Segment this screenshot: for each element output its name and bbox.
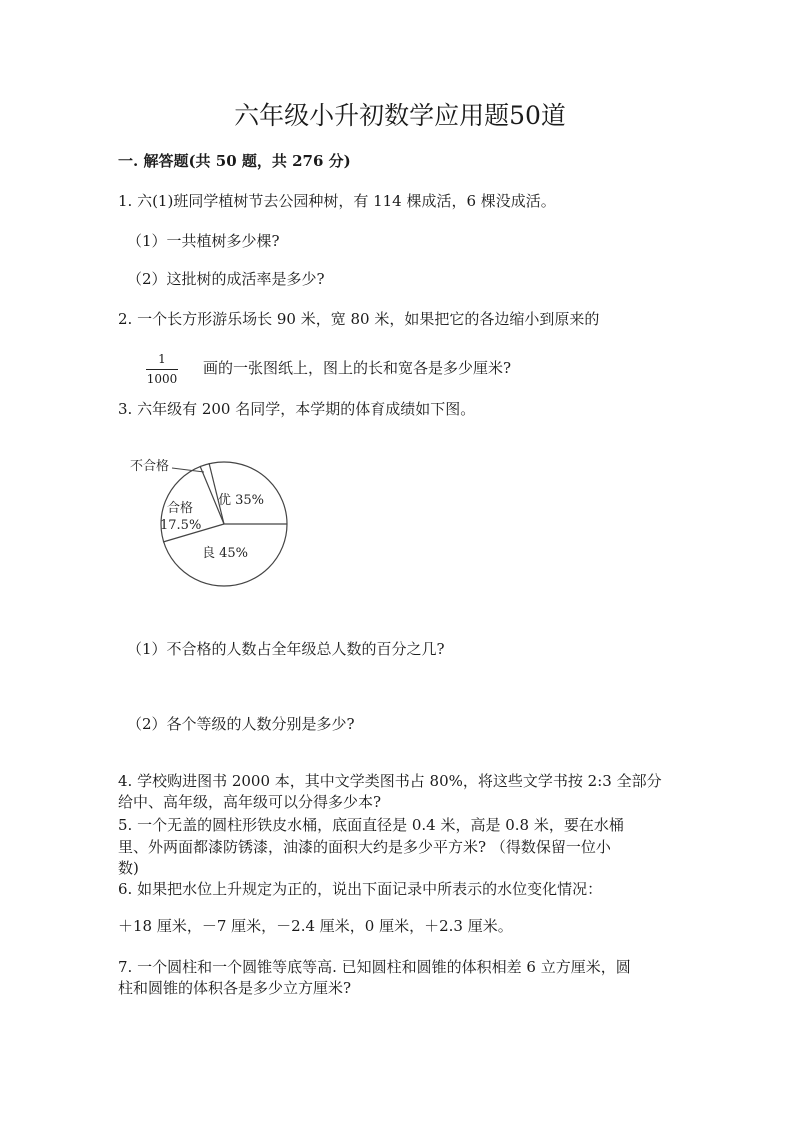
section-heading: 一. 解答题(共 50 题，共 276 分) [118,152,351,170]
question-2-line-1: 2. 一个长方形游乐场长 90 米，宽 80 米，如果把它的各边缩小到原来的 [118,310,600,328]
question-3-part-1: （1）不合格的人数占全年级总人数的百分之几? [127,640,445,658]
question-5-line-2: 里、外两面都漆防锈漆，油漆的面积大约是多少平方米? （得数保留一位小 [118,838,611,856]
fraction-bar [146,369,178,370]
page-title: 六年级小升初数学应用题50道 [234,101,566,130]
fraction [146,352,178,386]
question-3-part-2: （2）各个等级的人数分别是多少? [127,715,355,733]
label-excellent: 优 35% [218,493,265,508]
question-5-line-3: 数) [118,859,139,877]
question-4-line-2: 给中、高年级，高年级可以分得多少本? [118,793,382,811]
question-1-part-2: （2）这批树的成活率是多少? [127,270,325,288]
question-3: 3. 六年级有 200 名同学，本学期的体育成绩如下图。 [118,400,476,418]
fail-label-leader [172,468,204,472]
question-6-line-2: ＋18 厘米，－7 厘米，－2.4 厘米，0 厘米，＋2.3 厘米。 [118,917,513,935]
question-4-line-1: 4. 学校购进图书 2000 本，其中文学类图书占 80%，将这些文学书按 2:3 全部分 [118,772,662,790]
label-fail: 不合格 [130,459,170,474]
question-5-line-1: 5. 一个无盖的圆柱形铁皮水桶，底面直径是 0.4 米，高是 0.8 米，要在水桶 [118,816,624,834]
fraction-denominator: 1000 [146,372,178,386]
grade-pie-chart [120,450,300,600]
label-pass: 合格 [167,501,194,516]
label-good: 良 45% [202,546,249,561]
fraction-numerator: 1 [158,352,166,366]
question-1-part-1: （1）一共植树多少棵? [127,232,280,250]
label-pass-percent: 17.5% [160,518,202,533]
question-6-line-1: 6. 如果把水位上升规定为正的，说出下面记录中所表示的水位变化情况： [118,880,603,898]
question-7-line-1: 7. 一个圆柱和一个圆锥等底等高. 已知圆柱和圆锥的体积相差 6 立方厘米，圆 [118,958,631,976]
question-1: 1. 六(1)班同学植树节去公园种树，有 114 棵成活，6 棵没成活。 [118,192,556,210]
question-7-line-2: 柱和圆锥的体积各是多少立方厘米? [118,979,352,997]
question-2-line-2: 画的一张图纸上，图上的长和宽各是多少厘米? [203,359,512,377]
